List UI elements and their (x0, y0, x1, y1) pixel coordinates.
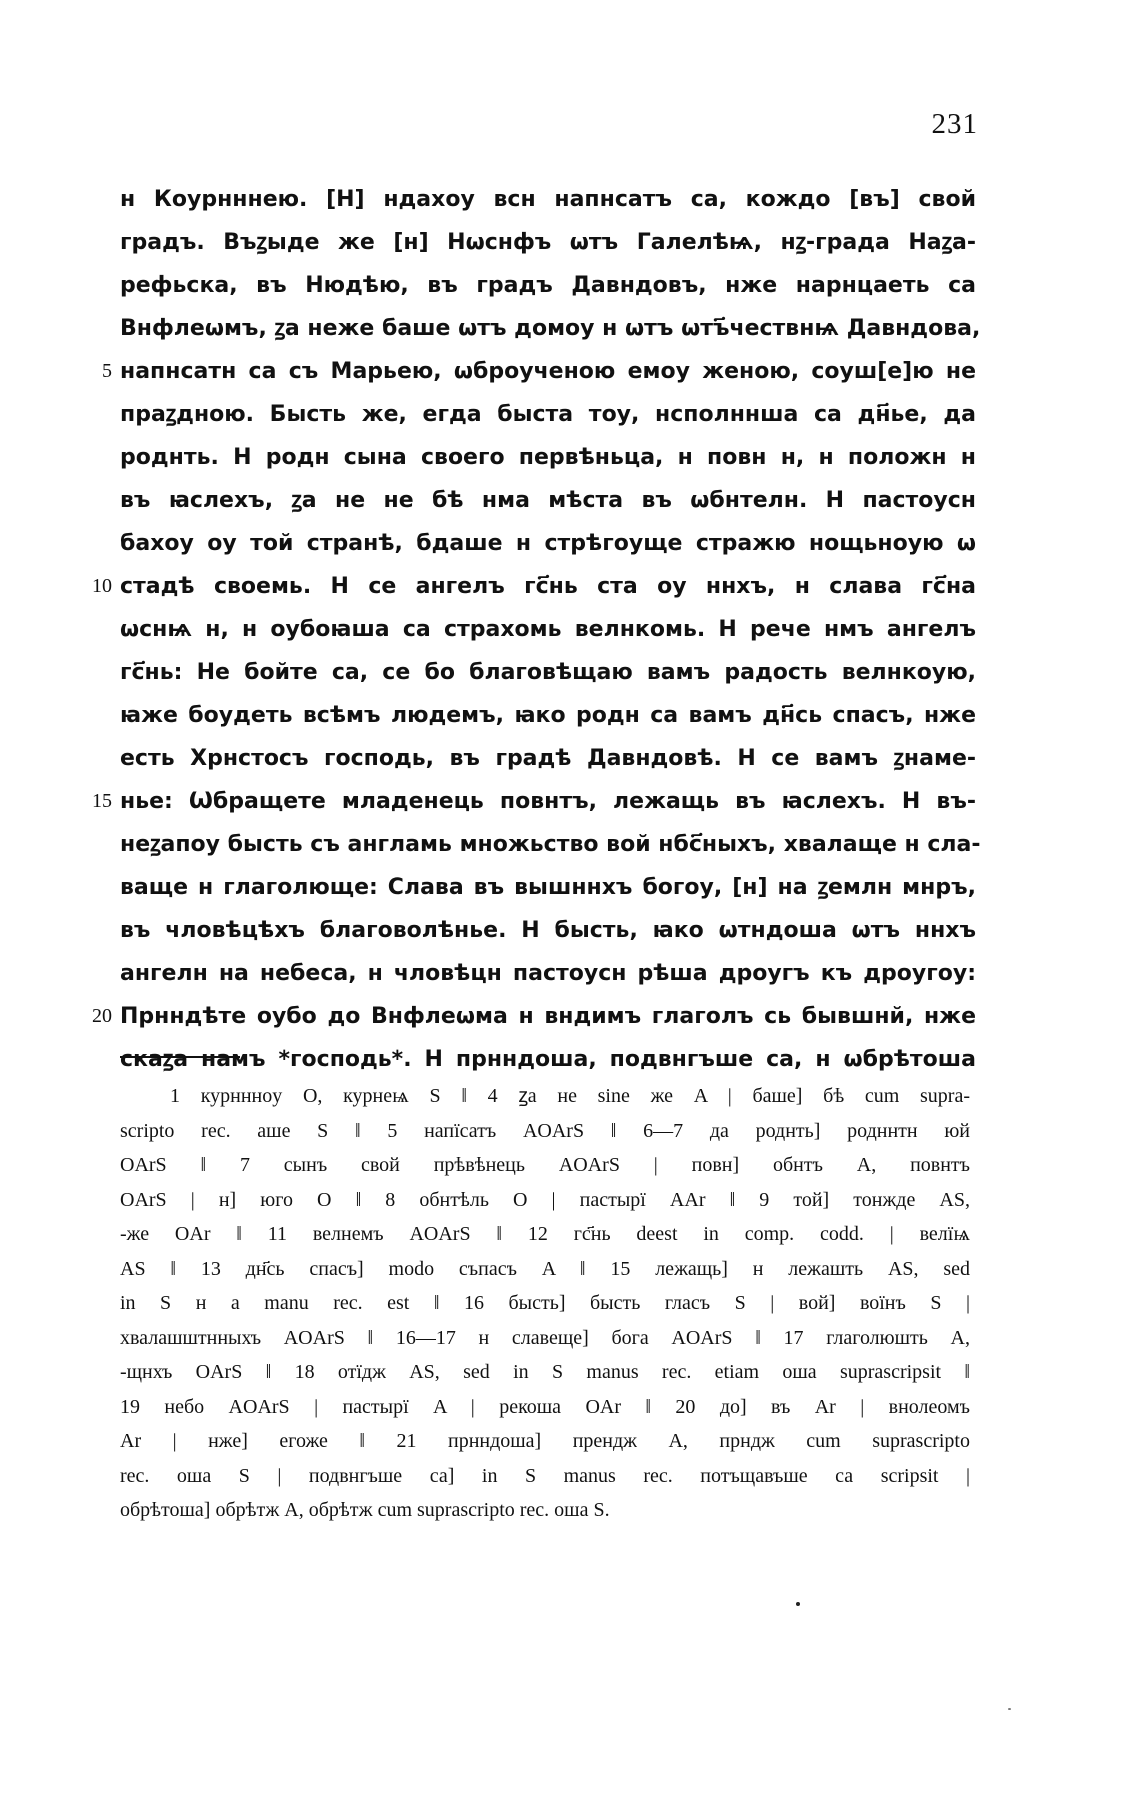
line-text: въ чловѣцѣхъ благоволѣнье. Н бысть, ꙗко ωтндоша ωтъ ннхъ (120, 918, 976, 943)
apparatus-line: 19 небо AOArS | пастырї A | рекоша OAr ‖ 20 до] въ Ar | внолеомъ (120, 1395, 970, 1418)
apparatus-line: -щнхъ OArS ‖ 18 отїдж AS, sed in S manus rec. etiam оша suprascripsit ‖ (120, 1361, 970, 1383)
text-line (120, 823, 981, 866)
line-text: нье: Ѡбращете младенець повнтъ, лежащь въ ꙗслехъ. Н въ- (120, 789, 976, 814)
text-line (120, 307, 981, 350)
text-line (92, 565, 976, 608)
apparatus-line: -же OAr ‖ 11 велнемъ AOArS ‖ 12 гс҃нь deest in comp. codd. | велїѩ (120, 1223, 970, 1245)
apparatus-line: in S н a manu rec. est ‖ 16 бысть] бысть гласъ S | вой] воїнъ S | (120, 1292, 970, 1314)
text-line (120, 393, 976, 436)
ink-speck (796, 1602, 800, 1606)
ink-speck (1008, 1708, 1011, 1710)
text-line (120, 694, 976, 737)
text-line (120, 522, 976, 565)
line-number: 15 (92, 790, 112, 812)
text-line (120, 651, 976, 694)
apparatus-line: 1 курнннοу O, курнеѩ S ‖ 4 ꙁа не sine же A | баше] бѣ cum supra- (170, 1085, 970, 1107)
line-text: градъ. Въꙁыде же [н] Нωснфъ ωтъ Галелѣѩ, нꙁ-града Наꙁа- (120, 230, 976, 255)
apparatus-line: OArS | н] юго O ‖ 8 обнтѣль O | пастырї AAr ‖ 9 той] тонжде AS, (120, 1188, 970, 1211)
text-line (120, 952, 976, 995)
line-text: рефьска, въ Нюдѣю, въ градъ Давндовъ, нже нарнцаеть са (120, 273, 976, 298)
apparatus-line: обрѣтоша] обрѣтж A, обрѣтж cum suprascripto rec. оша S. (120, 1499, 610, 1521)
line-number: 10 (92, 575, 112, 597)
line-text: ангелн на небеса, н чловѣцн пастоусн рѣша дроугъ къ дроугоу: (120, 961, 976, 986)
line-text: н Коурнннею. [Н] ндахоу всн напнсатъ са, кождо [въ] свой (120, 187, 976, 212)
line-text: въ ꙗслехъ, ꙁа не не бѣ нма мѣста въ ωбнтелн. Н пастоусн (120, 488, 976, 513)
footnote-rule (120, 1056, 240, 1058)
text-line (120, 866, 976, 909)
text-line (92, 995, 976, 1038)
line-text: Прнндѣте оубо до Внфлеωма н вндимъ глаголъ сь бывшнй, нже (120, 1004, 976, 1029)
line-text: скаꙁа намъ *господь*. Н прнндоша, подвнгъше са, н ωбрѣтоша (120, 1047, 976, 1072)
text-line (120, 1038, 976, 1081)
line-text: напнсатн са съ Марьею, ωброученою емоу женою, соуш[е]ю не (120, 359, 976, 384)
line-text: ωснѩ н, н оубоꙗша са страхомь велнкомь. Н рече нмъ ангелъ (120, 617, 976, 642)
line-number: 5 (102, 360, 112, 382)
page-number: 231 (931, 108, 978, 140)
line-text: роднть. Н родн сына своего первѣньца, н повн н, н положн н (120, 445, 976, 470)
text-line (120, 178, 976, 221)
line-text: стадѣ своемь. Н се ангелъ гс҃нь ста оу ннхъ, н слава гс҃на (120, 574, 976, 599)
line-text: Внфлеωмъ, ꙁа неже баше ωтъ домоу н ωтъ ωтъ҃чествнѩ Давндова, (120, 316, 981, 341)
text-line (120, 221, 976, 264)
line-text: праꙁдною. Бысть же, егда быста тоу, нсполннша са дн҃ье, да (120, 402, 976, 427)
line-text: гс҃нь: Не бойте са, се бо благовѣщаю вамъ радость велнкоую, (120, 660, 976, 685)
line-number: 20 (92, 1005, 112, 1027)
text-line (120, 608, 976, 651)
apparatus-line: хвалашштнныхъ AOArS ‖ 16—17 н славеще] бога AOArS ‖ 17 глаголюшть A, (120, 1326, 970, 1349)
main-text (92, 178, 981, 1081)
apparatus-line: rec. оша S | подвнгъше са] in S manus rec. потъщавъше са scripsit | (120, 1464, 970, 1487)
apparatus-line: AS ‖ 13 дн҃сь спасъ] modo съпасъ A ‖ 15 лежащь] н лежашть AS, sed (120, 1257, 970, 1280)
line-text: неꙁапоу бысть съ англамь множьство вой нбс҃ныхъ, хвалаще н сла- (120, 832, 981, 857)
apparatus-line: scripto rec. аше S ‖ 5 напїсатъ AOArS ‖ 6—7 да роднть] родннтн юй (120, 1119, 970, 1142)
text-line (120, 479, 976, 522)
critical-apparatus (120, 1079, 970, 1528)
text-line (120, 909, 976, 952)
text-line (120, 264, 976, 307)
text-line (120, 436, 976, 479)
line-text: ꙗже боудеть всѣмъ людемъ, ꙗко родн са вамъ дн҃сь спасъ, нже (120, 703, 976, 728)
text-line (102, 350, 976, 393)
line-text: есть Хрнстосъ господь, въ градѣ Давндовѣ. Н се вамъ ꙁнаме- (120, 746, 976, 771)
line-text: ваще н глаголюще: Слава въ вышннхъ богоу, [н] на ꙁемлн мнръ, (120, 875, 976, 900)
text-line (120, 737, 976, 780)
apparatus-line: OArS ‖ 7 сынъ свой прѣвѣнець AOArS | повн] обнтъ A, повнтъ (120, 1154, 970, 1176)
line-text: бахоу оу той странѣ, бдаше н стрѣгоуще стражю нощьноую ω (120, 531, 976, 556)
text-line (92, 780, 976, 823)
apparatus-line: Ar | нже] егоже ‖ 21 прнндоша] прендж A, прндж cum suprascripto (120, 1430, 970, 1452)
